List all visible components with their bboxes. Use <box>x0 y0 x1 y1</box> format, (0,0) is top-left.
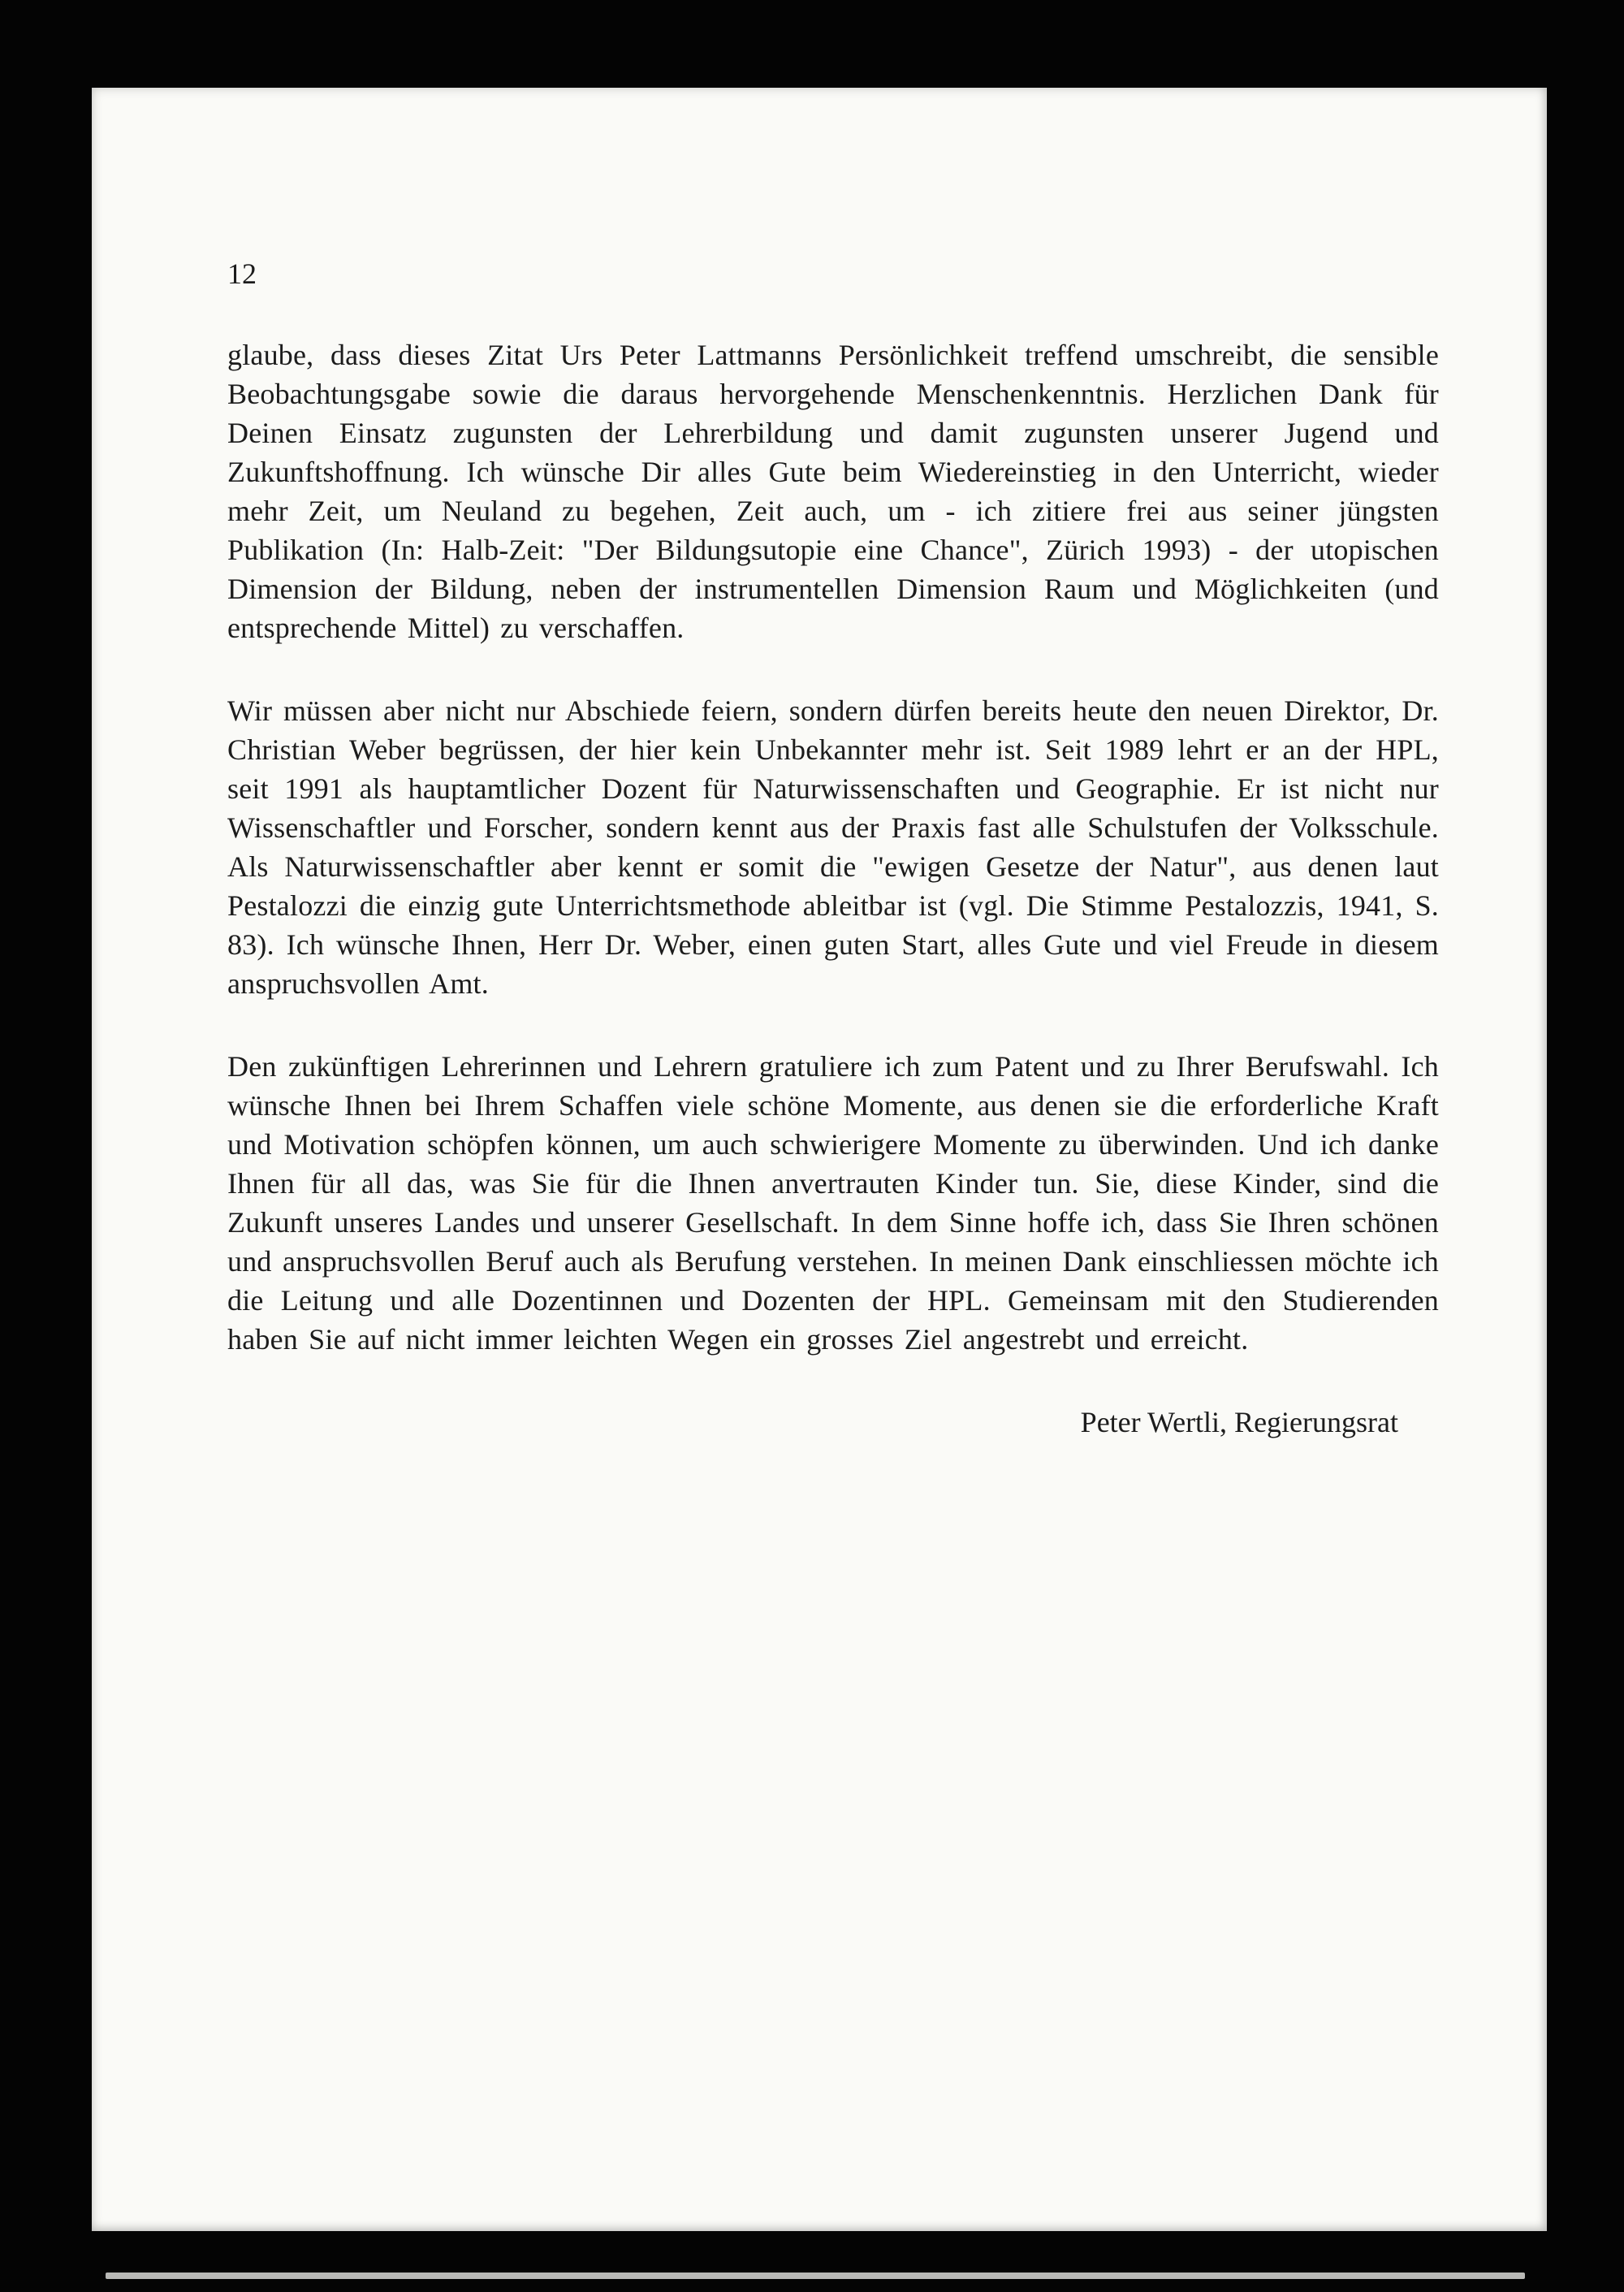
paragraph: Den zukünftigen Lehrerinnen und Lehrern gratuliere ich zum Patent und zu Ihrer Berufswahl. Ich wünsche Ihnen bei Ihrem Schaffen viele schöne Momente, aus denen sie die erforderliche Kraft und Motivation schöpfen können, um auch schwierigere Momente zu überwinden. Und ich danke Ihnen für all das, was Sie für die Ihnen anvertrauten Kinder tun. Sie, diese Kinder, sind die Zukunft unseres Landes und unserer Gesellschaft. In dem Sinne hoffe ich, dass Sie Ihren schönen und anspruchsvollen Beruf auch als Berufung verstehen. In meinen Dank einschliessen möchte ich die Leitung und alle Dozentinnen und Dozenten der HPL. Gemeinsam mit den Studierenden haben Sie auf nicht immer leichten Wegen ein grosses Ziel angestrebt und erreicht. <box>227 1050 1439 1356</box>
paragraph: Wir müssen aber nicht nur Abschiede feiern, sondern dürfen bereits heute den neuen Direktor, Dr. Christian Weber begrüssen, der hier kein Unbekannter mehr ist. Seit 1989 lehrt er an der HPL, seit 1991 als hauptamtlicher Dozent für Naturwissenschaften und Geographie. Er ist nicht nur Wissenschaftler und Forscher, sondern kennt aus der Praxis fast alle Schulstufen der Volksschule. Als Naturwissenschaftler aber kennt er somit die "ewigen Gesetze der Natur", aus denen laut Pestalozzi die einzig gute Unterrichtsmethode ableitbar ist (vgl. Die Stimme Pestalozzis, 1941, S. 83). Ich wünsche Ihnen, Herr Dr. Weber, einen guten Start, alles Gute und viel Freude in diesem anspruchsvollen Amt. <box>227 694 1439 1000</box>
body-text <box>227 335 1439 1359</box>
page-number: 12 <box>227 257 257 290</box>
paragraph: glaube, dass dieses Zitat Urs Peter Lattmanns Persönlichkeit treffend umschreibt, die sensible Beobachtungsgabe sowie die daraus hervorgehende Menschenkenntnis. Herzlichen Dank für Deinen Einsatz zugunsten der Lehrerbildung und damit zugunsten unserer Jugend und Zukunftshoffnung. Ich wünsche Dir alles Gute beim Wiedereinstieg in den Unterricht, wieder mehr Zeit, um Neuland zu begehen, Zeit auch, um - ich zitiere frei aus seiner jüngsten Publikation (In: Halb-Zeit: "Der Bildungsutopie eine Chance", Zürich 1993) - der utopischen Dimension der Bildung, neben der instrumentellen Dimension Raum und Möglichkeiten (und entsprechende Mittel) zu verschaffen. <box>227 339 1439 644</box>
signature-line: Peter Wertli, Regierungsrat <box>1080 1406 1398 1438</box>
scan-artifact-strip <box>106 2273 1525 2279</box>
document-page <box>92 88 1547 2231</box>
page-content <box>227 88 1439 1442</box>
